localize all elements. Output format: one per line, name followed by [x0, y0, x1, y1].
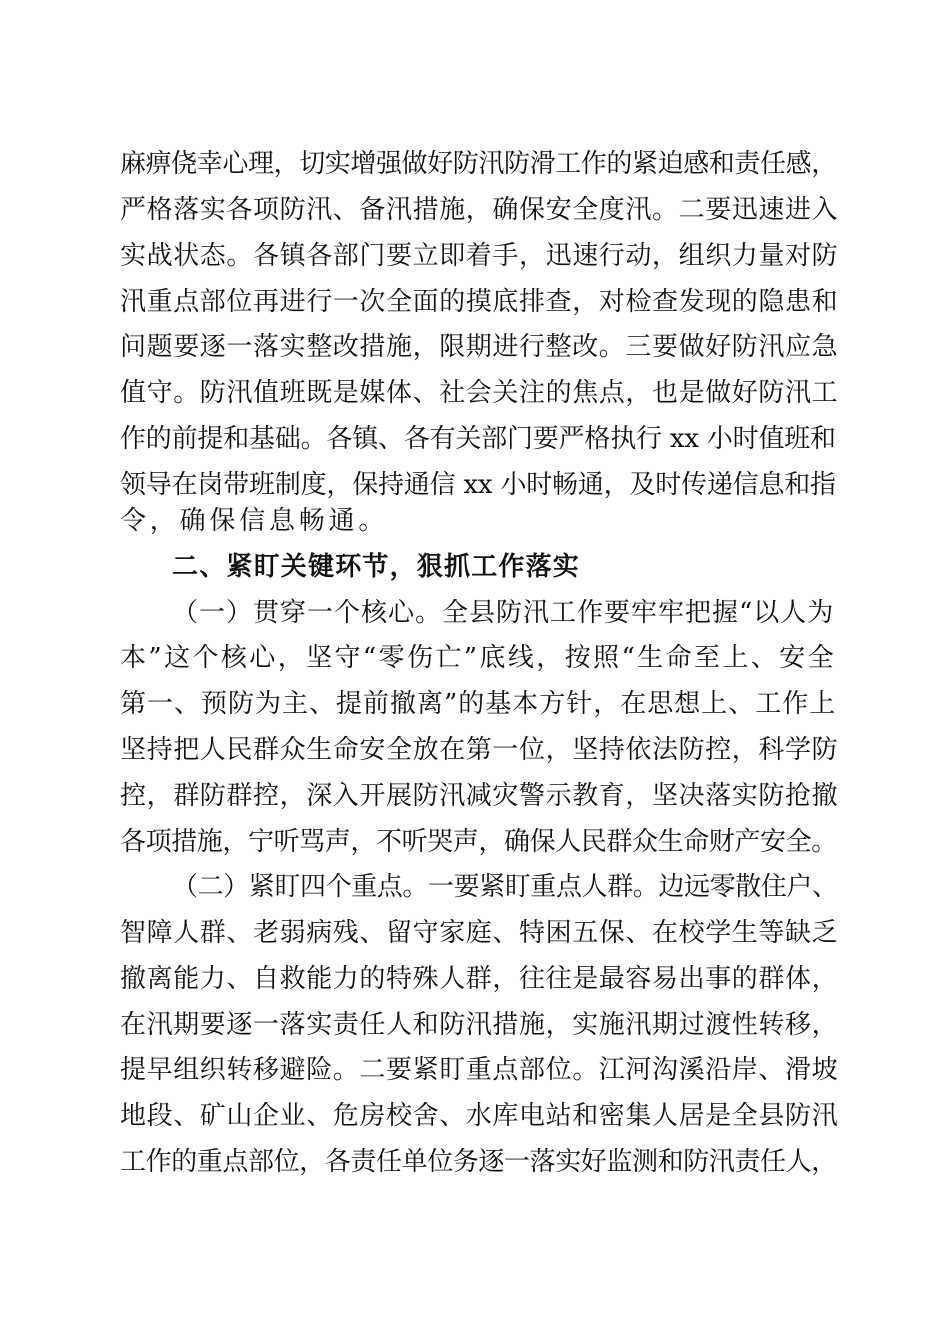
body-text-line: （二）紧盯四个重点。一要紧盯重点人群。边远零散住户、 — [172, 872, 838, 902]
body-text-line: 第一、预防为主、提前撤离”的基本方针，在思想上、工作上 — [120, 689, 837, 719]
body-text-line: 各项措施，宁听骂声，不听哭声，确保人民群众生命财产安全。 — [120, 827, 837, 857]
body-text-line: 麻痹侥幸心理，切实增强做好防汛防滑工作的紧迫感和责任感， — [120, 149, 837, 179]
body-text-line: 作的前提和基础。各镇、各有关部门要严格执行 xx 小时值班和 — [120, 424, 836, 454]
body-text-line: 实战状态。各镇各部门要立即着手，迅速行动，组织力量对防 — [120, 241, 839, 271]
section-heading: 二、紧盯关键环节，狠抓工作落实 — [172, 552, 581, 582]
body-text-line: 汛重点部位再进行一次全面的摸底排查，对检查发现的隐患和 — [120, 287, 839, 317]
body-text-line: 地段、矿山企业、危房校舍、水库电站和密集人居是全县防汛 — [120, 1101, 839, 1131]
body-text-line: 控，群防群控，深入开展防汛减灾警示教育，坚决落实防抢撤 — [120, 781, 839, 811]
body-text-line: 提早组织转移避险。二要紧盯重点部位。江河沟溪沿岸、滑坡 — [120, 1055, 839, 1085]
body-text-line: 本”这个核心，坚守“零伤亡”底线，按照“生命至上、安全 — [120, 643, 836, 673]
body-text-line: 智障人群、老弱病残、留守家庭、特困五保、在校学生等缺乏 — [120, 918, 839, 948]
body-text-line: （一）贯穿一个核心。全县防汛工作要牢牢把握“以人为 — [172, 598, 835, 628]
body-text-line: 问题要逐一落实整改措施，限期进行整改。三要做好防汛应急 — [120, 332, 839, 362]
body-text-line: 在汛期要逐一落实责任人和防汛措施，实施汛期过渡性转移， — [120, 1010, 839, 1040]
body-text-line: 领导在岗带班制度，保持通信 xx 小时畅通，及时传递信息和指 — [120, 470, 836, 500]
body-text-line: 撤离能力、自救能力的特殊人群，往往是最容易出事的群体， — [120, 964, 839, 994]
body-text-line: 值守。防汛值班既是媒体、社会关注的焦点，也是做好防汛工 — [120, 378, 839, 408]
body-text-line: 工作的重点部位，各责任单位务逐一落实好监测和防汛责任人， — [120, 1147, 837, 1177]
body-text-line: 严格落实各项防汛、备汛措施，确保安全度汛。二要迅速进入 — [120, 195, 839, 225]
body-text-line: 令，确保信息畅通。 — [120, 506, 389, 536]
body-text-line: 坚持把人民群众生命安全放在第一位，坚持依法防控，科学防 — [120, 735, 839, 765]
